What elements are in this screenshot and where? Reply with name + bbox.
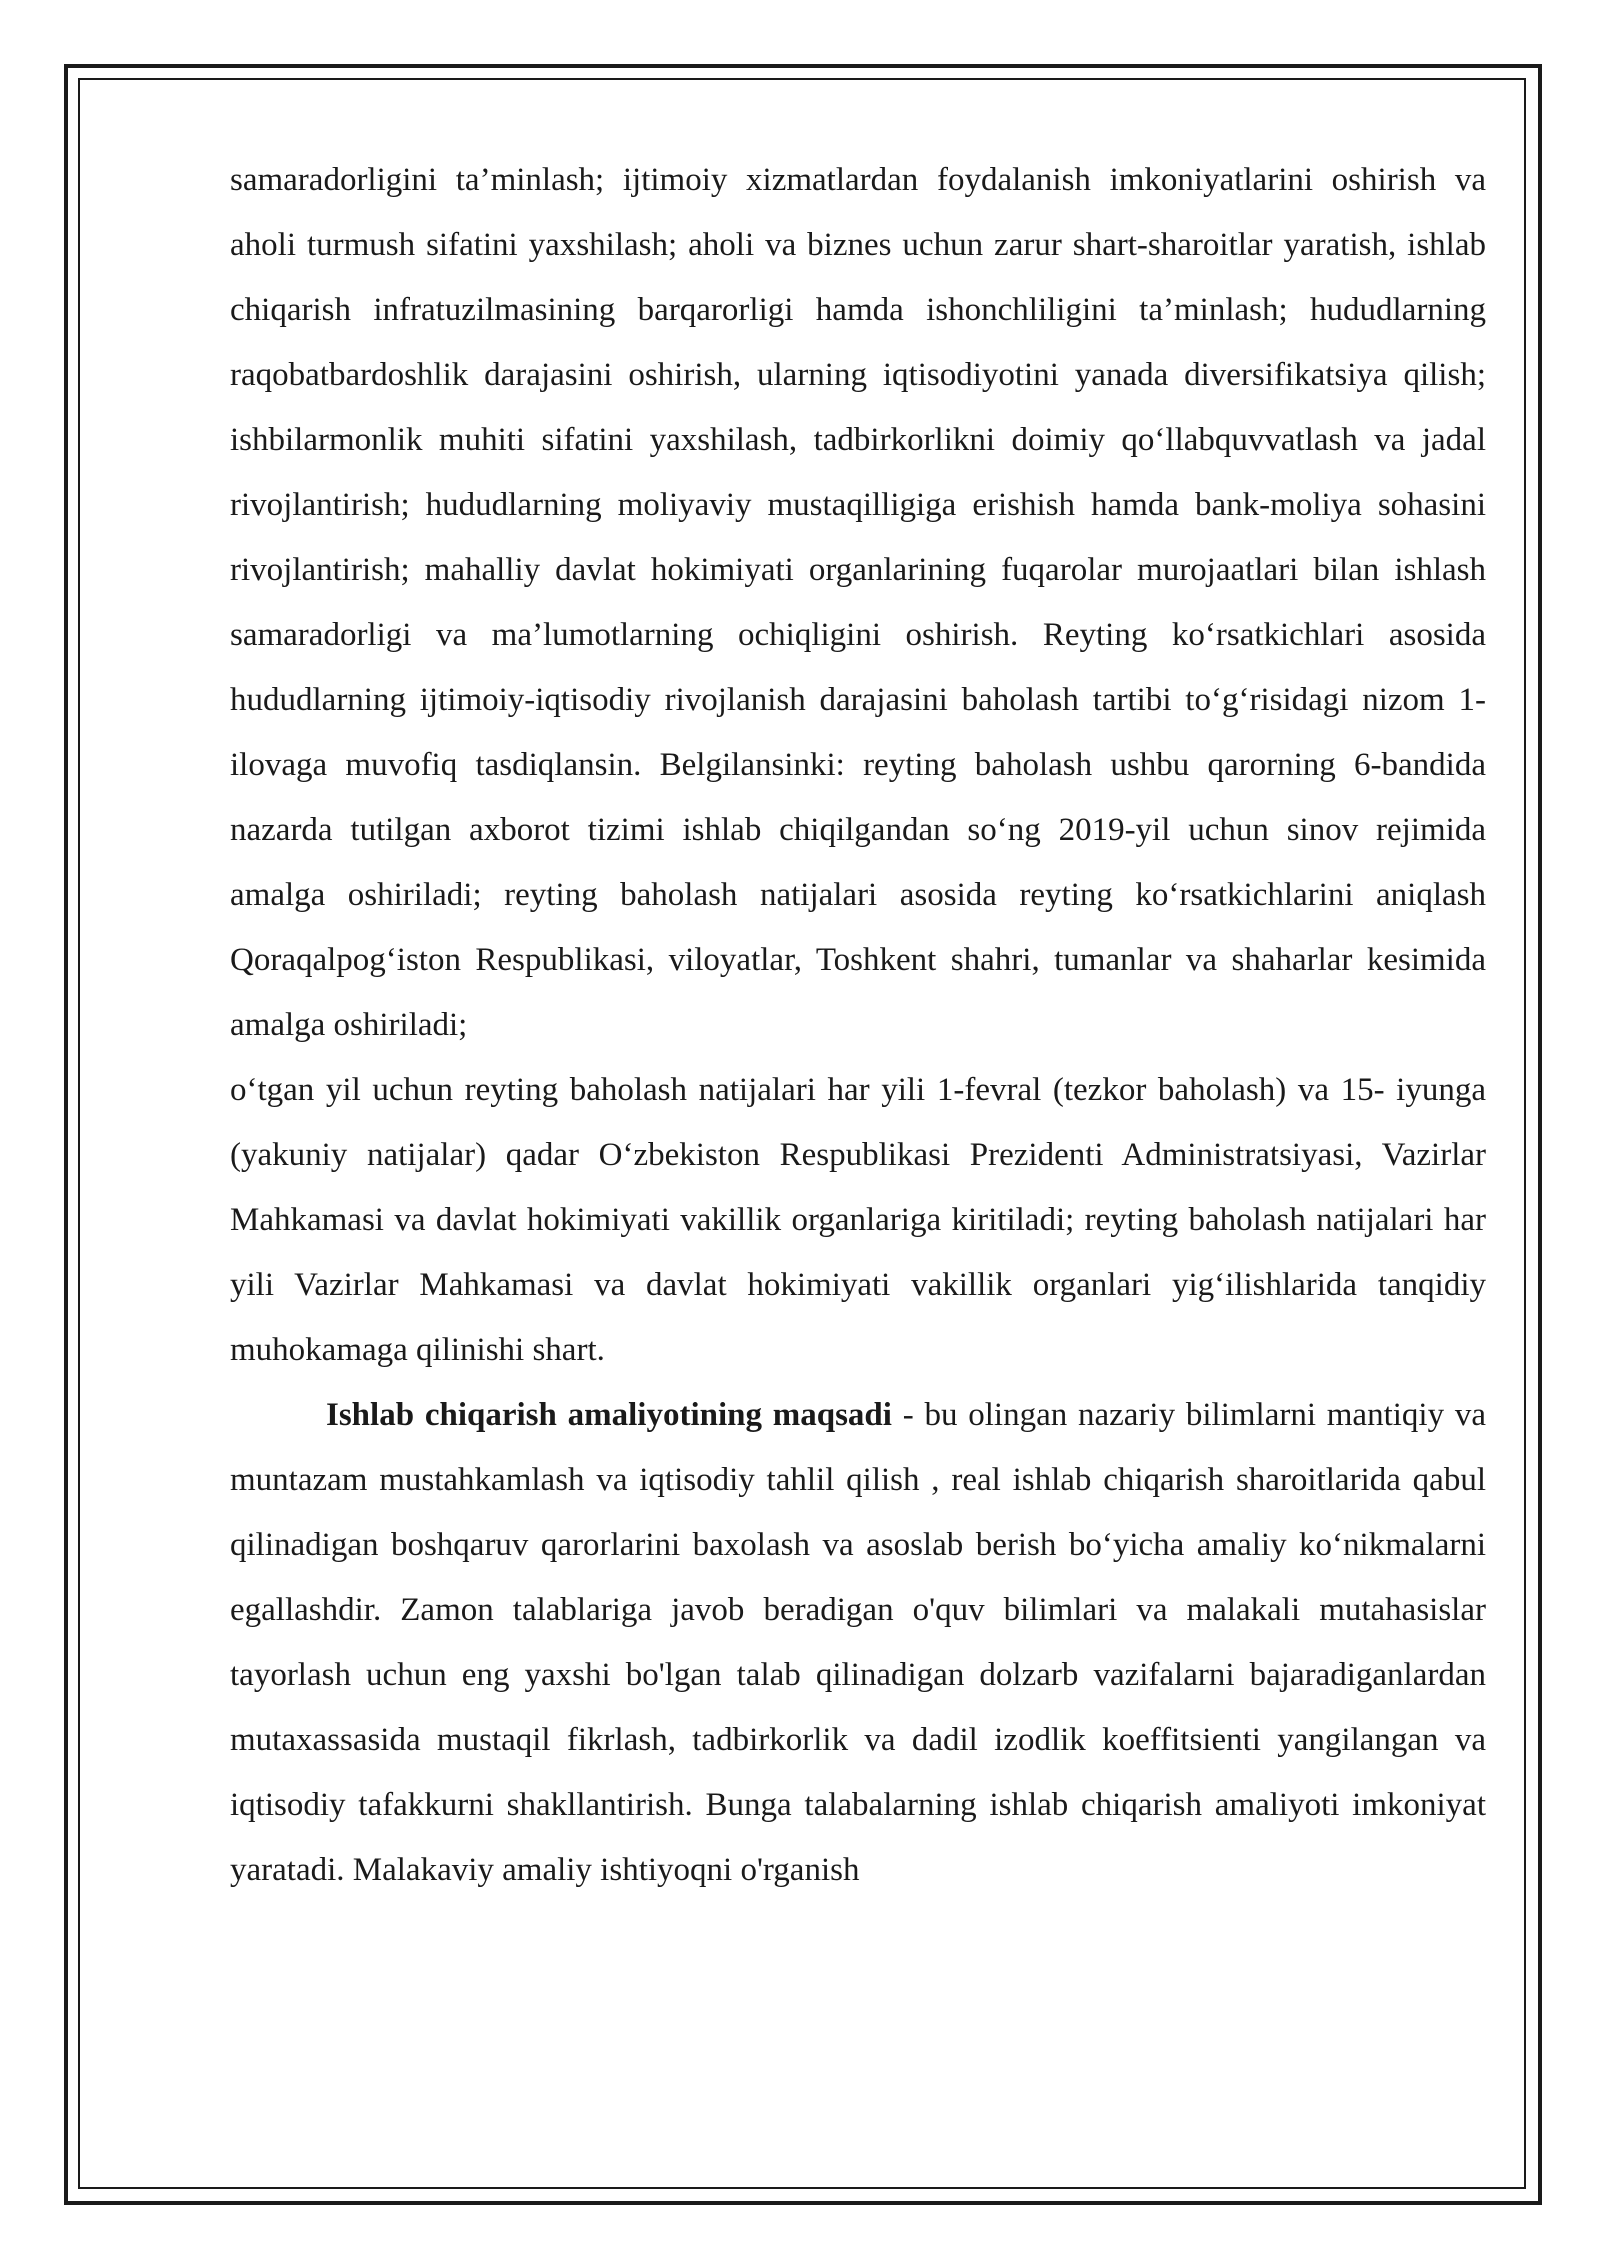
paragraph-3-bold-lead: Ishlab chiqarish amaliyotining maqsadi bbox=[326, 1397, 892, 1433]
document-body bbox=[230, 148, 1486, 1903]
paragraph-2: o‘tgan yil uchun reyting baholash natijalari har yili 1-fevral (tezkor baholash) va 15- iyunga (yakuniy natijalar) qadar O‘zbekiston Respublikasi Prezidenti Administratsiyasi, Vazirlar Mahkamasi va davlat hokimiyati vakillik organlariga kiritiladi; reyting baholash natijalari har yili Vazirlar Mahkamasi va davlat hokimiyati vakillik organlari yig‘ilishlarida tanqidiy muhokamaga qilinishi shart. bbox=[230, 1072, 1486, 1368]
paragraph-1: samaradorligini ta’minlash; ijtimoiy xizmatlardan foydalanish imkoniyatlarini oshirish va aholi turmush sifatini yaxshilash; aholi va biznes uchun zarur shart-sharoitlar yaratish, ishlab chiqarish infratuzilmasining barqarorligi hamda ishonchliligini ta’minlash; hududlarning raqobatbardoshlik darajasini oshirish, ularning iqtisodiyotini yanada diversifikatsiya qilish; ishbilarmonlik muhiti sifatini yaxshilash, tadbirkorlikni doimiy qo‘llabquvvatlash va jadal rivojlantirish; hududlarning moliyaviy mustaqilligiga erishish hamda bank-moliya sohasini rivojlantirish; mahalliy davlat hokimiyati organlarining fuqarolar murojaatlari bilan ishlash samaradorligi va ma’lumotlarning ochiqligini oshirish. Reyting ko‘rsatkichlari asosida hududlarning ijtimoiy-iqtisodiy rivojlanish darajasini baholash tartibi to‘g‘risidagi nizom 1-ilovaga muvofiq tasdiqlansin. Belgilansinki: reyting baholash ushbu qarorning 6-bandida nazarda tutilgan axborot tizimi ishlab chiqilgandan so‘ng 2019-yil uchun sinov rejimida amalga oshiriladi; reyting baholash natijalari asosida reyting ko‘rsatkichlarini aniqlash Qoraqalpog‘iston Respublikasi, viloyatlar, Toshkent shahri, tumanlar va shaharlar kesimida amalga oshiriladi; bbox=[230, 162, 1486, 1043]
paragraph-3 bbox=[230, 1383, 1486, 1903]
paragraph-3-text: - bu olingan nazariy bilimlarni mantiqiy va muntazam mustahkamlash va iqtisodiy tahlil qilish , real ishlab chiqarish sharoitlarida qabul qilinadigan boshqaruv qarorlarini baxolash va asoslab berish bo‘yicha amaliy ko‘nikmalarni egallashdir. Zamon talablariga javob beradigan o'quv bilimlari va malakali mutahasislar tayorlash uchun eng yaxshi bo'lgan talab qilinadigan dolzarb vazifalarni bajaradiganlardan mutaxassasida mustaqil fikrlash, tadbirkorlik va dadil izodlik koeffitsienti yangilangan va iqtisodiy tafakkurni shakllantirish. Bunga talabalarning ishlab chiqarish amaliyoti imkoniyat yaratadi. Malakaviy amaliy ishtiyoqni o'rganish bbox=[230, 1397, 1486, 1888]
